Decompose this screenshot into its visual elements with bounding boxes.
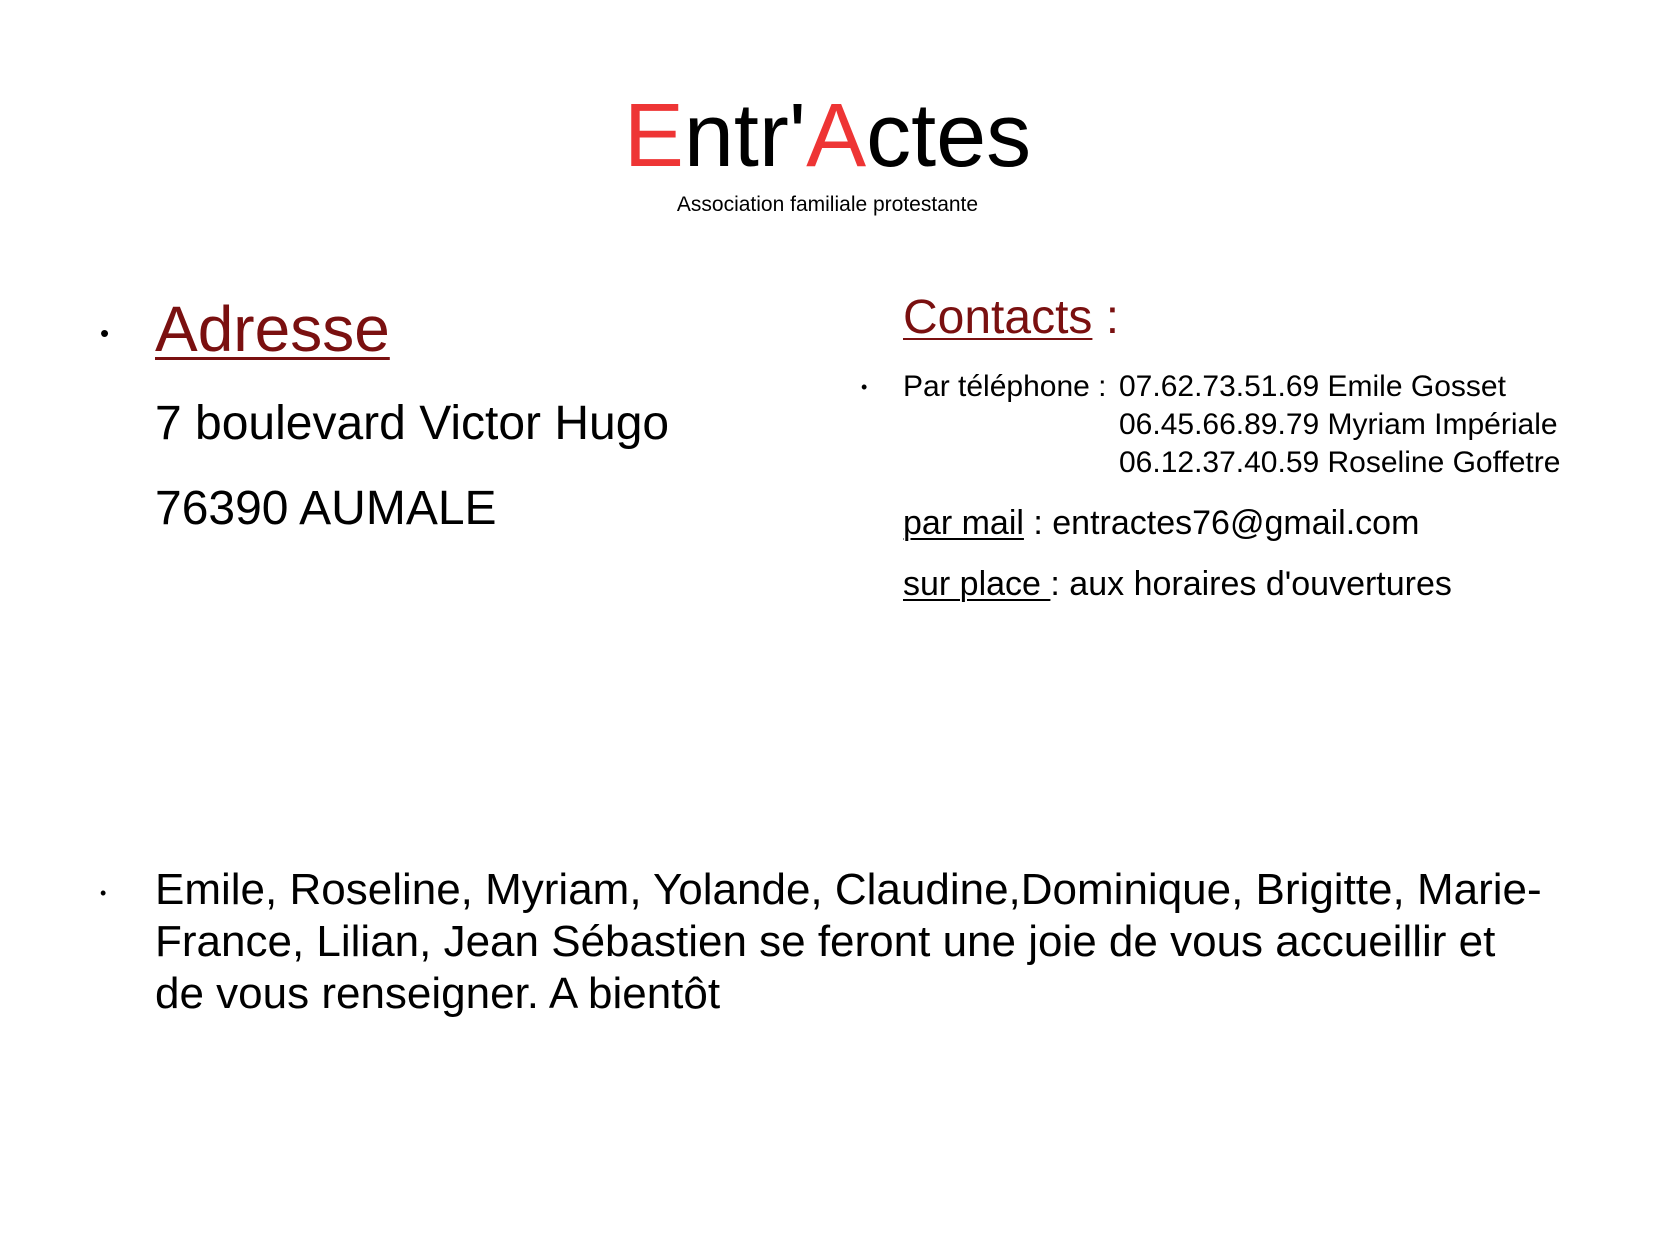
contacts-bullet: •: [861, 377, 868, 397]
contacts-heading-colon: :: [1092, 291, 1120, 344]
address-city: 76390 AUMALE: [155, 482, 497, 535]
address-heading: Adresse: [155, 293, 390, 365]
closing-text: Emile, Roseline, Myriam, Yolande, Claudine,Dominique, Brigitte, Marie-France, Lilian, Jean Sébastien se feront une joie de vous accueillir et de vous renseigner. A bientôt: [155, 865, 1542, 1018]
address-street: 7 boulevard Victor Hugo: [155, 397, 670, 450]
mail-row: [903, 503, 1419, 543]
place-value: : aux horaires d'ouvertures: [1050, 565, 1452, 603]
title-initial-a: A: [806, 86, 867, 186]
page-subtitle: Association familiale protestante: [676, 193, 979, 216]
address-bullet: •: [100, 318, 110, 348]
closing-bullet: •: [100, 883, 107, 903]
mail-label: par mail: [903, 504, 1024, 542]
place-label: sur place: [903, 565, 1051, 603]
phone-entry: 06.45.66.89.79 Myriam Impériale: [1119, 408, 1558, 441]
page-title: [0, 86, 1655, 186]
mail-value: : entractes76@gmail.com: [1023, 504, 1420, 542]
phone-entry: 07.62.73.51.69 Emile Gosset: [1119, 370, 1506, 403]
contacts-heading: [903, 290, 1119, 346]
phone-entry: 06.12.37.40.59 Roseline Goffetre: [1119, 446, 1561, 479]
title-initial-e: E: [623, 86, 684, 186]
title-text-1: ntr': [683, 86, 807, 186]
title-text-2: ctes: [866, 86, 1032, 186]
phone-label: Par téléphone :: [903, 370, 1107, 403]
place-row: [903, 564, 1452, 604]
contacts-heading-text: Contacts: [903, 291, 1093, 344]
